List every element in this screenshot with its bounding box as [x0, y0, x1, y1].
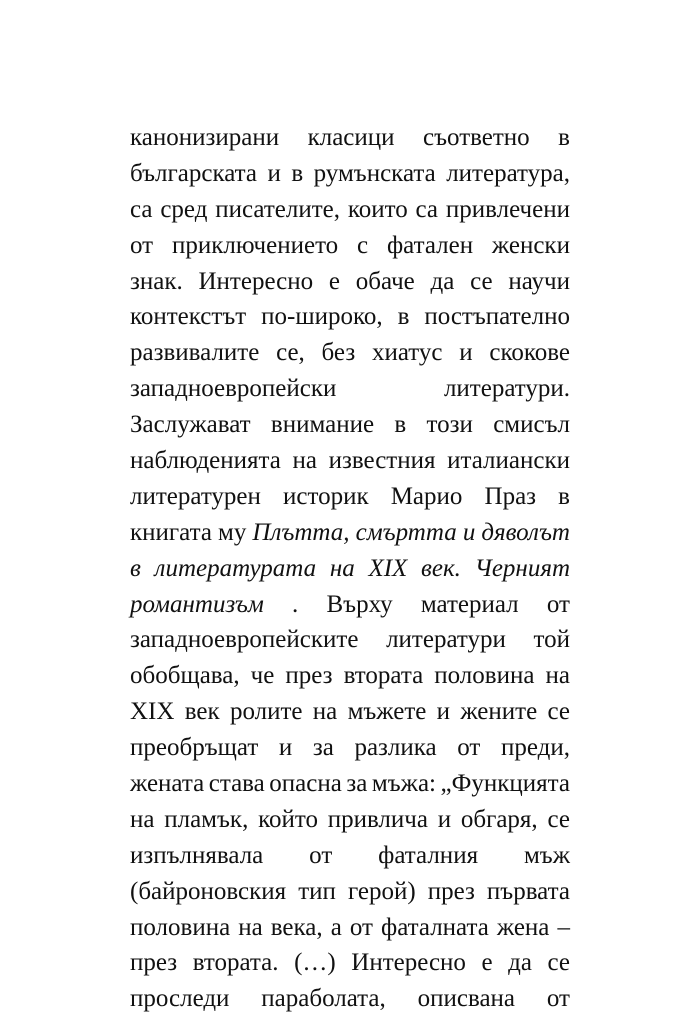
word: по-широко,	[261, 303, 383, 331]
word: че	[250, 662, 275, 690]
word: материал	[420, 590, 519, 618]
text-line	[130, 479, 570, 515]
text-line	[130, 730, 570, 766]
word: фатален	[386, 231, 474, 259]
text-line	[130, 156, 570, 192]
word: се	[470, 267, 493, 295]
word: обобщава,	[130, 662, 240, 690]
word: през	[130, 949, 178, 977]
word: изпълнявала	[130, 841, 264, 869]
word: сред	[160, 195, 208, 223]
word: се,	[276, 339, 305, 367]
word: герой)	[347, 877, 416, 905]
word: с	[357, 231, 369, 259]
word: се	[547, 805, 570, 833]
word: българската	[130, 159, 257, 187]
word: се	[547, 949, 570, 977]
text-line	[130, 945, 570, 981]
text-line	[130, 551, 570, 587]
word: фаталната	[381, 913, 489, 941]
word: Интересно	[198, 267, 314, 295]
word: от	[130, 231, 154, 259]
word: от	[546, 985, 570, 1013]
word: постъпателно	[424, 303, 570, 331]
italic-word: на	[329, 554, 355, 582]
word: в	[558, 482, 570, 510]
word: да	[430, 267, 455, 295]
italic-word: литературата	[154, 554, 317, 582]
word: писателите,	[215, 195, 341, 223]
word: описвана	[417, 985, 516, 1013]
word: от	[546, 590, 570, 618]
word: научи	[508, 267, 570, 295]
text-line	[130, 766, 570, 802]
word: се	[547, 698, 570, 726]
word: в	[291, 159, 304, 187]
word: да	[508, 949, 532, 977]
word: Интересно	[351, 949, 466, 977]
italic-word: романтизъм	[130, 590, 264, 618]
word: контекстът	[130, 303, 247, 331]
word: през	[427, 877, 475, 905]
word: (…)	[294, 949, 336, 977]
text-line	[130, 407, 570, 443]
word: той	[533, 626, 570, 654]
word: обгаря,	[460, 805, 538, 833]
word: Заслужават	[130, 411, 251, 439]
word: известния	[328, 447, 436, 475]
word: Марио	[390, 482, 463, 510]
word: западноевропейските	[130, 626, 359, 654]
word: внимание	[270, 411, 375, 439]
italic-word: дяволът	[481, 518, 570, 546]
text-line	[130, 192, 570, 228]
word: за	[346, 770, 368, 798]
text-line	[130, 694, 570, 730]
word: класици	[307, 124, 395, 151]
word: разлика	[354, 734, 437, 762]
word: канонизирани	[130, 124, 280, 151]
word: на	[312, 698, 338, 726]
word: литератури	[386, 626, 506, 654]
word: обаче	[355, 267, 415, 295]
word: Върху	[326, 590, 393, 618]
word: половина	[434, 662, 535, 690]
word: от	[457, 734, 481, 762]
word: от	[349, 913, 373, 941]
word: е	[328, 267, 341, 295]
word: жената	[130, 770, 205, 798]
italic-word: и	[462, 518, 476, 546]
word: през	[285, 662, 333, 690]
word: и	[459, 339, 473, 367]
word: приключението	[171, 231, 339, 259]
word: и	[436, 698, 451, 726]
text-line	[130, 264, 570, 300]
italic-word: Плътта,	[252, 518, 350, 546]
word: историк	[283, 482, 369, 510]
word: привлича	[327, 805, 428, 833]
word: скокове	[489, 339, 570, 367]
word: са	[130, 195, 153, 223]
word: литератури.	[443, 375, 570, 403]
word: XIX	[130, 698, 175, 726]
word: в	[558, 124, 570, 151]
italic-word: в	[130, 554, 141, 582]
word: са	[415, 195, 439, 223]
word: мъж	[523, 841, 570, 869]
word: знак.	[130, 267, 183, 295]
word: от	[309, 841, 333, 869]
text-line	[130, 622, 570, 658]
text-line	[130, 910, 570, 946]
word: развивалите	[130, 339, 260, 367]
text-line	[130, 981, 570, 1017]
word: втората.	[192, 949, 279, 977]
word: първата	[486, 877, 570, 905]
word: преобръщат	[130, 734, 259, 762]
word: и	[278, 734, 293, 762]
word: преди,	[500, 734, 570, 762]
word: параболата,	[261, 985, 386, 1013]
word: на	[545, 662, 570, 690]
italic-word: век.	[421, 554, 461, 582]
word: ролите	[229, 698, 303, 726]
word: хиатус	[371, 339, 443, 367]
word: „Функцията	[440, 770, 570, 798]
word: и	[437, 805, 452, 833]
text-line	[130, 838, 570, 874]
italic-word: XIX	[368, 554, 408, 582]
word: опасна	[269, 770, 342, 798]
word: литературен	[130, 482, 261, 510]
text-line	[130, 371, 570, 407]
word: на	[130, 805, 155, 833]
word: които	[347, 195, 408, 223]
word: става	[208, 770, 265, 798]
word: този	[426, 411, 473, 439]
word: съответно	[423, 124, 530, 151]
word: века,	[270, 913, 323, 941]
word: мъжа:	[371, 770, 436, 798]
word: румънската	[313, 159, 436, 187]
word: женски	[491, 231, 570, 259]
word: за	[312, 734, 334, 762]
text-line	[130, 874, 570, 910]
word: без	[321, 339, 356, 367]
text-line	[130, 335, 570, 371]
text-line	[130, 299, 570, 335]
word: италиански	[447, 447, 570, 475]
word: е	[481, 949, 493, 977]
text-line	[130, 802, 570, 838]
word: мъжете	[347, 698, 427, 726]
word: жените	[460, 698, 538, 726]
word: век	[184, 698, 220, 726]
text-line	[130, 443, 570, 479]
word: половина	[130, 913, 231, 941]
italic-word: Черният	[474, 554, 570, 582]
body-paragraph	[130, 120, 570, 1017]
word: втората	[343, 662, 424, 690]
word: тип	[298, 877, 336, 905]
word: пламък,	[164, 805, 249, 833]
word: проследи	[130, 985, 230, 1013]
word: привлечени	[445, 195, 570, 223]
word: книгата	[130, 518, 212, 546]
word: му	[218, 518, 247, 546]
word: жена	[496, 913, 550, 941]
word: в	[397, 303, 410, 331]
word: Праз	[484, 482, 537, 510]
word: западноевропейски	[130, 375, 337, 403]
text-line	[130, 587, 570, 623]
word: литература,	[446, 159, 570, 187]
text-line	[130, 658, 570, 694]
italic-word: смъртта	[355, 518, 457, 546]
word: на	[292, 447, 317, 475]
word: а	[330, 913, 342, 941]
word: смисъл	[493, 411, 570, 439]
word: .	[292, 590, 299, 618]
word: на	[238, 913, 263, 941]
word: който	[258, 805, 318, 833]
word: наблюденията	[130, 447, 281, 475]
word: –	[557, 913, 570, 941]
text-line	[130, 120, 570, 156]
text-line	[130, 228, 570, 264]
word: в	[394, 411, 407, 439]
word: (байроновския	[130, 877, 287, 905]
word: и	[267, 159, 281, 187]
text-line	[130, 515, 570, 551]
word: фаталния	[378, 841, 479, 869]
